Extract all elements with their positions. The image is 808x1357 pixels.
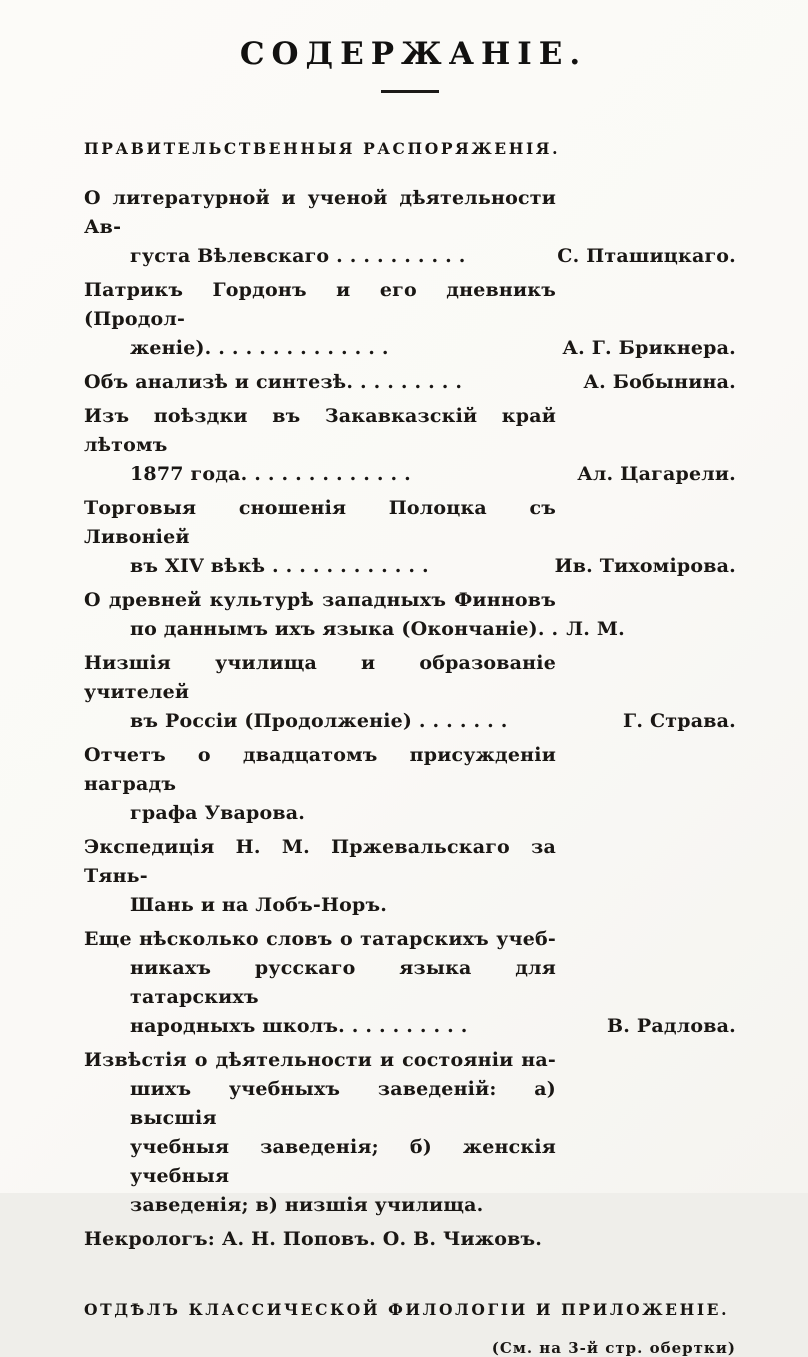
toc-entry — [84, 925, 736, 1041]
toc-entry-line — [84, 552, 736, 581]
footer-note: (См. на 3-й стр. обертки) — [491, 1339, 736, 1357]
toc-entry-title-text: Объ анализѣ и синтезѣ. . . . . . . . . — [84, 371, 463, 393]
toc-entry — [84, 833, 736, 920]
toc-entry-line: графа Уварова. — [130, 802, 306, 824]
toc-entry-line: О древней культурѣ западныхъ Финновъ — [84, 589, 556, 611]
toc-entry-line: шихъ учебныхъ заведеній: а) высшія — [130, 1078, 556, 1129]
toc-entry — [84, 276, 736, 363]
toc-entry-title-text: въ Россіи (Продолженіе) . . . . . . . — [130, 710, 508, 732]
toc-entry-line — [84, 615, 736, 644]
toc-entry-author: А. Г. Брикнера. — [562, 337, 736, 359]
toc-entry-line: Изъ поѣздки въ Закавказскій край лѣтомъ — [84, 405, 556, 456]
toc-entry-line — [84, 242, 736, 271]
toc-entry-author: Г. Страва. — [623, 710, 736, 732]
toc-entry-author: Ал. Цагарели. — [577, 463, 736, 485]
toc-entry-line — [84, 460, 736, 489]
section-heading: ПРАВИТЕЛЬСТВЕННЫЯ РАСПОРЯЖЕНІЯ. — [84, 139, 561, 158]
toc-entry — [84, 368, 736, 397]
title-divider — [381, 90, 439, 93]
page-title: СОДЕРЖАНІЕ. — [239, 36, 588, 72]
toc-entry-line: О литературной и ученой дѣятельности Ав- — [84, 187, 556, 238]
toc-entry-author: А. Бобынина. — [583, 371, 736, 393]
toc-entry — [84, 184, 736, 271]
toc-entry-title-text: женіе). . . . . . . . . . . . . . — [130, 337, 389, 359]
toc-entries — [84, 184, 736, 1254]
toc-entry — [84, 494, 736, 581]
toc-entry-line — [84, 334, 736, 363]
toc-entry-title-text: по даннымъ ихъ языка (Окончаніе). . — [130, 618, 559, 640]
toc-entry-title-text: народныхъ школъ. . . . . . . . . . — [130, 1015, 468, 1037]
toc-entry — [84, 741, 736, 828]
toc-entry-author: Ив. Тихомірова. — [554, 555, 736, 577]
toc-entry-line: Торговыя сношенія Полоцка съ Ливоніей — [84, 497, 556, 548]
footer-heading: ОТДѢЛЪ КЛАССИЧЕСКОЙ ФИЛОЛОГІИ И ПРИЛОЖЕНІЕ. — [84, 1300, 730, 1319]
toc-entry — [84, 1225, 736, 1254]
toc-entry-author: С. Пташицкаго. — [557, 245, 736, 267]
toc-entry-line: учебныя заведенія; б) женскія учебныя — [130, 1136, 556, 1187]
toc-entry-title-text: въ XIV вѣкѣ . . . . . . . . . . . . — [130, 555, 429, 577]
toc-entry — [84, 649, 736, 736]
toc-entry-title-text: 1877 года. . . . . . . . . . . . . — [130, 463, 411, 485]
toc-entry — [84, 586, 736, 644]
toc-entry — [84, 1046, 736, 1220]
toc-entry-line: никахъ русскаго языка для татарскихъ — [130, 957, 556, 1008]
toc-entry — [84, 402, 736, 489]
toc-entry-line: Еще нѣсколько словъ о татарскихъ учеб- — [84, 928, 556, 950]
toc-entry-author: Л. М. — [566, 618, 625, 640]
toc-entry-line: Патрикъ Гордонъ и его дневникъ (Продол- — [84, 279, 556, 330]
toc-entry-line: Экспедиція Н. М. Пржевальскаго за Тянь- — [84, 836, 556, 887]
toc-entry-line: Некрологъ: А. Н. Поповъ. О. В. Чижовъ. — [84, 1228, 543, 1250]
toc-entry-line — [84, 707, 736, 736]
toc-entry-line: Низшія училища и образованіе учителей — [84, 652, 556, 703]
toc-entry-author: В. Радлова. — [607, 1015, 736, 1037]
toc-entry-title-text: густа Вѣлевскаго . . . . . . . . . . — [130, 245, 466, 267]
toc-entry-line: Шань и на Лобъ-Норъ. — [130, 894, 388, 916]
toc-entry-line: Отчетъ о двадцатомъ присужденіи наградъ — [84, 744, 556, 795]
toc-entry-line — [84, 368, 736, 397]
toc-entry-line: Извѣстія о дѣятельности и состояніи на- — [84, 1049, 556, 1071]
toc-entry-line — [84, 1012, 736, 1041]
toc-entry-line: заведенія; в) низшія училища. — [130, 1194, 484, 1216]
